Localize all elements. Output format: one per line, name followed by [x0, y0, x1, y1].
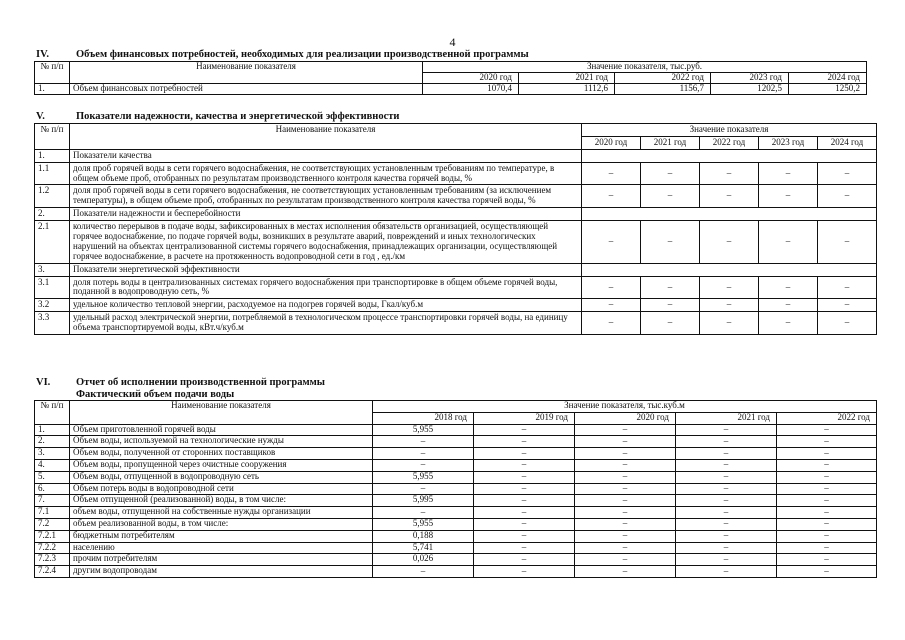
value-cell: –	[777, 495, 877, 507]
value-cell: 5,741	[373, 542, 474, 554]
row-number: 1.	[35, 83, 70, 94]
indicator-name: количество перерывов в подаче воды, зафиксированных в местах исполнения обязательств организацией, осуществляющей горячее водоснабжение, по подаче горячей воды, возникших в результате аварий, повреждений и иных технологических нарушений на объектах централизованной системы горячего водоснабжения, принадлежащих организации, осуществляющей горячее водоснабжение, в расчете на протяженность водопроводной сети в год , ед./км	[70, 221, 582, 264]
row-number: 1.	[35, 149, 70, 162]
value-cell: –	[641, 221, 700, 264]
value-cell: –	[700, 185, 759, 208]
year-header: 2021 год	[676, 412, 777, 424]
value-cell: –	[575, 471, 676, 483]
group-spacer	[582, 263, 877, 276]
value-cell: –	[474, 518, 575, 530]
row-number: 7.2.3	[35, 554, 70, 566]
value-cell: –	[759, 162, 818, 185]
value-cell: –	[582, 276, 641, 299]
indicator-name: Объем потерь воды в водопроводной сети	[70, 483, 373, 495]
row-number: 7.1	[35, 507, 70, 519]
table-row	[35, 530, 877, 542]
value-cell: –	[373, 448, 474, 460]
value-cell: –	[373, 507, 474, 519]
value-cell: –	[676, 530, 777, 542]
year-header: 2022 год	[777, 412, 877, 424]
section6-title: Отчет об исполнении производственной программы	[76, 377, 326, 388]
value-cell: –	[759, 299, 818, 312]
table-row	[35, 542, 877, 554]
indicator-name: Объем воды, отпущенной в водопроводную сеть	[70, 471, 373, 483]
value-cell: –	[777, 436, 877, 448]
value-cell: –	[777, 507, 877, 519]
row-number: 3.2	[35, 299, 70, 312]
year-header: 2021 год	[641, 136, 700, 149]
table-row	[35, 312, 877, 335]
year-header: 2024 год	[789, 72, 867, 83]
value-cell: 1202,5	[711, 83, 789, 94]
water-supply-table	[34, 400, 877, 578]
value-cell: –	[676, 507, 777, 519]
value-cell: –	[777, 518, 877, 530]
indicator-name: Объем финансовых потребностей	[70, 83, 423, 94]
table-row	[35, 459, 877, 471]
row-number: 5.	[35, 471, 70, 483]
indicator-name: Объем приготовленной горячей воды	[70, 424, 373, 436]
value-cell: –	[373, 483, 474, 495]
table-row	[35, 483, 877, 495]
col-header-number: № п/п	[35, 124, 70, 150]
group-heading: Показатели энергетической эффективности	[70, 263, 582, 276]
value-cell: –	[777, 471, 877, 483]
year-header: 2022 год	[615, 72, 711, 83]
section4-heading	[36, 49, 529, 60]
indicator-name: бюджетным потребителям	[70, 530, 373, 542]
value-cell: –	[474, 483, 575, 495]
row-number: 2.1	[35, 221, 70, 264]
value-cell: –	[474, 554, 575, 566]
value-cell: –	[676, 542, 777, 554]
value-cell: –	[373, 436, 474, 448]
indicator-name: населению	[70, 542, 373, 554]
value-cell: –	[759, 276, 818, 299]
value-cell: –	[818, 162, 877, 185]
section5-title: Показатели надежности, качества и энергетической эффективности	[76, 111, 400, 122]
value-cell: –	[575, 483, 676, 495]
row-number: 3.3	[35, 312, 70, 335]
row-number: 7.2.2	[35, 542, 70, 554]
value-cell: –	[582, 312, 641, 335]
value-cell: –	[641, 276, 700, 299]
value-cell: –	[474, 530, 575, 542]
table-row	[35, 495, 877, 507]
value-cell: –	[575, 518, 676, 530]
value-cell: –	[777, 459, 877, 471]
col-header-number: № п/п	[35, 401, 70, 425]
row-number: 7.2.1	[35, 530, 70, 542]
value-cell: –	[777, 566, 877, 578]
table-row	[35, 507, 877, 519]
value-cell: –	[641, 162, 700, 185]
row-number: 7.2.4	[35, 566, 70, 578]
indicator-name: объем воды, отпущенной на собственные нужды организации	[70, 507, 373, 519]
value-cell: –	[474, 436, 575, 448]
indicator-name: Объем воды, используемой на технологические нужды	[70, 436, 373, 448]
table-row	[35, 83, 867, 94]
row-number: 1.1	[35, 162, 70, 185]
value-cell: –	[474, 495, 575, 507]
value-cell: 0,026	[373, 554, 474, 566]
indicator-name: доля проб горячей воды в сети горячего водоснабжения, не соответствующих установленным требованиям по температуре, в общем объеме проб, отобранных по результатам производственного контроля качества горячей воды, %	[70, 162, 582, 185]
value-cell: 5,955	[373, 471, 474, 483]
year-header: 2020 год	[575, 412, 676, 424]
value-cell: –	[676, 448, 777, 460]
section6-number: VI.	[36, 377, 51, 388]
row-number: 4.	[35, 459, 70, 471]
section4-number: IV.	[36, 49, 49, 60]
table-row	[35, 185, 877, 208]
value-cell: –	[575, 566, 676, 578]
group-heading: Показатели качества	[70, 149, 582, 162]
col-header-value: Значение показателя, тыс.руб.	[423, 62, 867, 73]
value-cell: –	[777, 483, 877, 495]
table-row	[35, 566, 877, 578]
year-header: 2020 год	[582, 136, 641, 149]
value-cell: 1070,4	[423, 83, 519, 94]
value-cell: –	[676, 554, 777, 566]
value-cell: –	[676, 518, 777, 530]
section5-number: V.	[36, 111, 45, 122]
year-header: 2024 год	[818, 136, 877, 149]
value-cell: –	[818, 312, 877, 335]
value-cell: –	[676, 436, 777, 448]
table-row	[35, 448, 877, 460]
value-cell: –	[777, 542, 877, 554]
col-header-number: № п/п	[35, 62, 70, 84]
value-cell: 1112,6	[519, 83, 615, 94]
indicator-name: Объем воды, пропущенной через очистные сооружения	[70, 459, 373, 471]
financial-needs-table	[34, 61, 867, 95]
value-cell: –	[700, 299, 759, 312]
col-header-value: Значение показателя	[582, 124, 877, 137]
indicator-name: доля потерь воды в централизованных системах горячего водоснабжения при транспортировке в общем объеме горячей воды, поданной в водопроводную сеть, %	[70, 276, 582, 299]
group-heading: Показатели надежности и бесперебойности	[70, 208, 582, 221]
table-row	[35, 208, 877, 221]
value-cell: –	[777, 448, 877, 460]
group-spacer	[582, 149, 877, 162]
value-cell: –	[582, 185, 641, 208]
value-cell: –	[777, 554, 877, 566]
indicator-name: доля проб горячей воды в сети горячего водоснабжения, не соответствующих установленным требованиям (за исключением температуры), в общем объеме проб, отобранных по результатам производственного контроля качества горячей воды, %	[70, 185, 582, 208]
value-cell: –	[474, 566, 575, 578]
value-cell: –	[759, 185, 818, 208]
value-cell: –	[582, 221, 641, 264]
value-cell: –	[676, 566, 777, 578]
value-cell: –	[474, 448, 575, 460]
value-cell: –	[474, 471, 575, 483]
value-cell: –	[818, 299, 877, 312]
value-cell: 1250,2	[789, 83, 867, 94]
year-header: 2019 год	[474, 412, 575, 424]
section5-heading	[36, 111, 399, 122]
row-number: 7.2	[35, 518, 70, 530]
indicator-name: удельный расход электрической энергии, потребляемой в технологическом процессе транспортировки горячей воды, на единицу объема транспортируемой воды, кВт.ч/куб.м	[70, 312, 582, 335]
indicator-name: прочим потребителям	[70, 554, 373, 566]
table-row	[35, 276, 877, 299]
indicator-name: другим водопроводам	[70, 566, 373, 578]
value-cell: –	[641, 312, 700, 335]
value-cell: –	[575, 530, 676, 542]
table-row	[35, 263, 877, 276]
section4-title: Объем финансовых потребностей, необходимых для реализации производственной программы	[76, 49, 529, 60]
row-number: 2.	[35, 208, 70, 221]
value-cell: –	[582, 299, 641, 312]
value-cell: –	[575, 495, 676, 507]
value-cell: –	[575, 424, 676, 436]
table-row	[35, 518, 877, 530]
value-cell: –	[474, 424, 575, 436]
value-cell: –	[575, 542, 676, 554]
row-number: 3.1	[35, 276, 70, 299]
table-row	[35, 424, 877, 436]
year-header: 2022 год	[700, 136, 759, 149]
section6-heading	[36, 377, 325, 388]
value-cell: –	[676, 495, 777, 507]
year-header: 2021 год	[519, 72, 615, 83]
value-cell: –	[700, 162, 759, 185]
table-row	[35, 149, 877, 162]
value-cell: –	[676, 483, 777, 495]
value-cell: 5,955	[373, 424, 474, 436]
value-cell: –	[474, 459, 575, 471]
value-cell: –	[373, 459, 474, 471]
section6-subtitle: Фактический объем подачи воды	[76, 389, 235, 400]
value-cell: –	[575, 459, 676, 471]
year-header: 2023 год	[711, 72, 789, 83]
row-number: 2.	[35, 436, 70, 448]
col-header-name: Наименование показателя	[70, 401, 373, 425]
value-cell: –	[676, 424, 777, 436]
indicator-name: Объем отпущенной (реализованной) воды, в том числе:	[70, 495, 373, 507]
table-row	[35, 221, 877, 264]
value-cell: –	[700, 312, 759, 335]
value-cell: –	[818, 185, 877, 208]
table-row	[35, 554, 877, 566]
value-cell: –	[676, 471, 777, 483]
value-cell: 1156,7	[615, 83, 711, 94]
value-cell: –	[759, 312, 818, 335]
row-number: 3.	[35, 448, 70, 460]
row-number: 1.	[35, 424, 70, 436]
indicator-name: объем реализованной воды, в том числе:	[70, 518, 373, 530]
value-cell: –	[700, 221, 759, 264]
page-number: 4	[449, 35, 456, 49]
value-cell: –	[818, 276, 877, 299]
reliability-table	[34, 123, 877, 335]
indicator-name: Объем воды, полученной от сторонних поставщиков	[70, 448, 373, 460]
value-cell: –	[582, 162, 641, 185]
value-cell: –	[474, 507, 575, 519]
value-cell: –	[575, 436, 676, 448]
col-header-name: Наименование показателя	[70, 124, 582, 150]
value-cell: –	[575, 448, 676, 460]
value-cell: –	[759, 221, 818, 264]
row-number: 6.	[35, 483, 70, 495]
table-row	[35, 436, 877, 448]
value-cell: –	[373, 566, 474, 578]
value-cell: –	[575, 554, 676, 566]
value-cell: 5,955	[373, 518, 474, 530]
value-cell: –	[641, 185, 700, 208]
value-cell: –	[575, 507, 676, 519]
value-cell: –	[818, 221, 877, 264]
year-header: 2018 год	[373, 412, 474, 424]
year-header: 2020 год	[423, 72, 519, 83]
row-number: 3.	[35, 263, 70, 276]
value-cell: –	[641, 299, 700, 312]
value-cell: 5,995	[373, 495, 474, 507]
row-number: 1.2	[35, 185, 70, 208]
year-header: 2023 год	[759, 136, 818, 149]
value-cell: –	[676, 459, 777, 471]
group-spacer	[582, 208, 877, 221]
table-row	[35, 162, 877, 185]
value-cell: –	[700, 276, 759, 299]
value-cell: –	[474, 542, 575, 554]
col-header-name: Наименование показателя	[70, 62, 423, 84]
indicator-name: удельное количество тепловой энергии, расходуемое на подогрев горячей воды, Гкал/куб.м	[70, 299, 582, 312]
value-cell: 0,188	[373, 530, 474, 542]
table-row	[35, 299, 877, 312]
row-number: 7.	[35, 495, 70, 507]
table-row	[35, 471, 877, 483]
col-header-value: Значение показателя, тыс.куб.м	[373, 401, 877, 413]
value-cell: –	[777, 530, 877, 542]
value-cell: –	[777, 424, 877, 436]
